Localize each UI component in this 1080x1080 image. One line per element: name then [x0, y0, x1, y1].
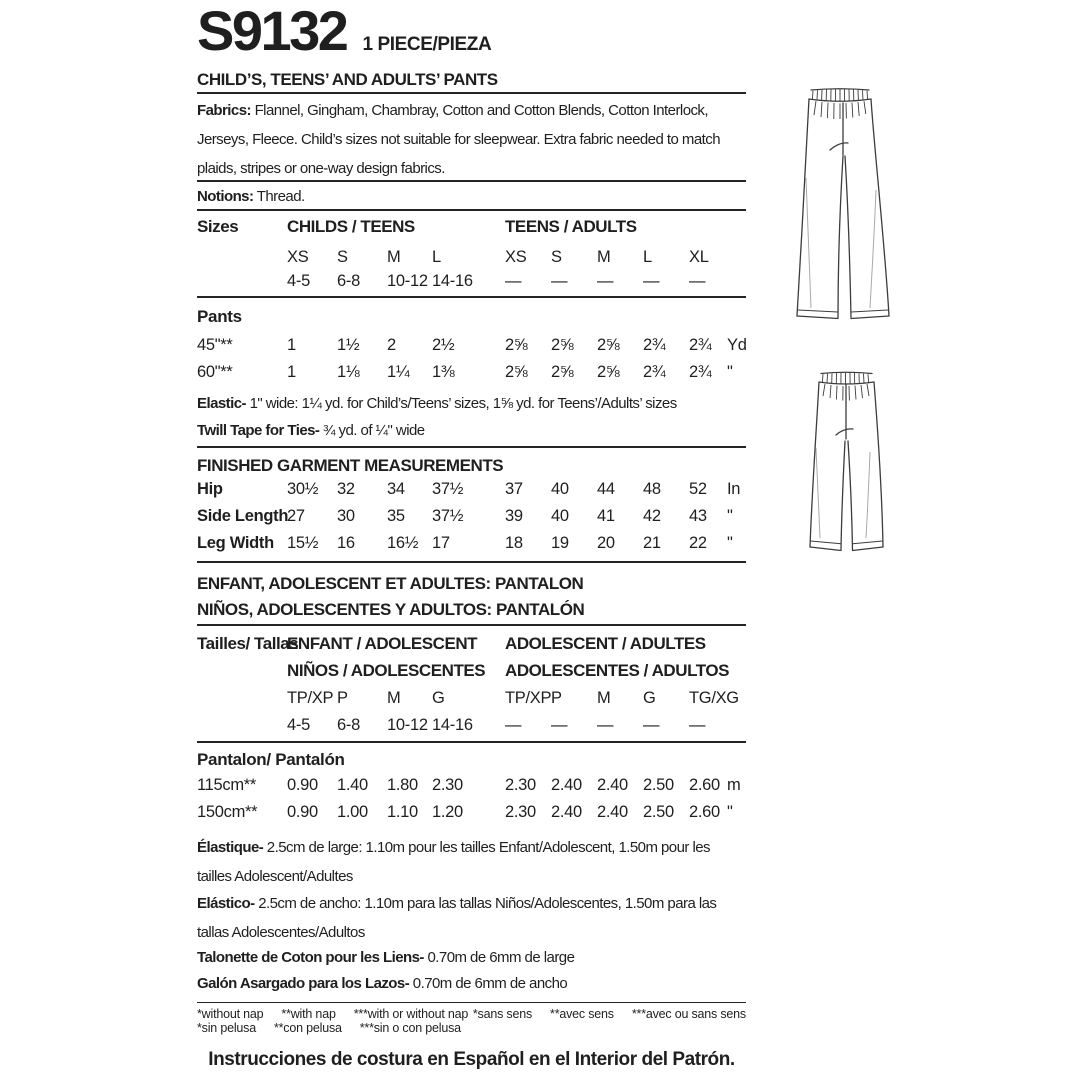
table-cell: S: [337, 248, 348, 266]
table-cell: M: [387, 689, 401, 707]
table-cell: 2⅝: [597, 363, 620, 381]
table-cell: 22: [689, 534, 707, 552]
pants-front-illustration: [795, 86, 890, 328]
table-cell: TP/XP: [505, 689, 552, 707]
group-adolescentes-adultos: ADOLESCENTES / ADULTOS: [505, 661, 730, 680]
table-cell: 2½: [432, 336, 455, 354]
group-adolescent-adultes: ADOLESCENT / ADULTES: [505, 634, 706, 653]
table-cell: 37: [505, 480, 523, 498]
table-cell: 2: [387, 336, 396, 354]
table-cell: 0.90: [287, 776, 318, 794]
table-cell: L: [432, 248, 441, 266]
table-cell: —: [689, 272, 706, 290]
table-cell: 1: [287, 363, 296, 381]
table-row: [197, 363, 746, 390]
table-cell: 1.00: [337, 803, 368, 821]
notions-note: Notions: Thread.: [197, 188, 305, 205]
finished-measurements-table: [197, 480, 746, 561]
pantalon-section-label: Pantalon/ Pantalón: [197, 750, 345, 769]
table-cell: 2.40: [597, 776, 628, 794]
table-cell: 20: [597, 534, 615, 552]
table-cell: 2.40: [551, 803, 582, 821]
intl-header-es: [197, 661, 746, 681]
table-cell: 44: [597, 480, 615, 498]
elastique-label: Élastique-: [197, 839, 264, 856]
table-cell: G: [643, 689, 656, 707]
divider: [197, 561, 746, 563]
table-row: [197, 689, 746, 716]
table-cell: 2⅝: [597, 336, 620, 354]
table-cell: 2⅝: [551, 363, 574, 381]
galon-label: Galón Asargado para los Lazos-: [197, 975, 410, 992]
divider: [197, 446, 746, 448]
twill-tape-note: Twill Tape for Ties- ¾ yd. of ¼" wide: [197, 422, 425, 439]
table-cell: ": [727, 803, 733, 821]
table-cell: 2.40: [551, 776, 582, 794]
elastico-note: Elástico- 2.5cm de ancho: 1.10m para las tallas Niños/Adolescentes, 1.50m para las tallas Adolescentes/Adultos: [197, 895, 717, 941]
footnotes-fr: [473, 1007, 746, 1021]
footnote-item: ***avec ou sans sens: [631, 1007, 746, 1021]
table-row: [197, 248, 746, 275]
table-cell: —: [643, 716, 660, 734]
galon-note: Galón Asargado para los Lazos- 0.70m de 6mm de ancho: [197, 975, 568, 992]
group-enfant-adolescent: ENFANT / ADOLESCENT: [287, 634, 478, 653]
table-cell: 21: [643, 534, 661, 552]
pants-back-illustration: [806, 370, 885, 559]
table-cell: 10-12: [387, 716, 428, 734]
table-cell: 2⅝: [505, 363, 528, 381]
size-letters-row-intl: [197, 689, 746, 716]
table-cell: —: [597, 716, 614, 734]
divider: [197, 624, 746, 626]
notions-label: Notions:: [197, 188, 254, 205]
title-en: CHILD’S, TEENS’ AND ADULTS’ PANTS: [197, 70, 498, 89]
table-cell: 2.30: [505, 803, 536, 821]
table-cell: —: [505, 272, 522, 290]
table-cell: 39: [505, 507, 523, 525]
table-cell: M: [387, 248, 401, 266]
table-cell: —: [597, 272, 614, 290]
table-cell: P: [551, 689, 562, 707]
table-row: [197, 716, 746, 743]
table-cell: 150cm**: [197, 803, 258, 821]
size-numbers-row-intl: [197, 716, 746, 743]
table-row: [197, 336, 746, 363]
table-cell: 37½: [432, 507, 464, 525]
table-cell: XS: [287, 248, 309, 266]
table-cell: 2¾: [643, 363, 666, 381]
table-cell: 6-8: [337, 272, 360, 290]
footnote-item: *sans sens: [472, 1007, 533, 1021]
elastico-label: Elástico-: [197, 895, 255, 912]
pattern-number: S9132: [197, 0, 347, 62]
table-cell: 32: [337, 480, 355, 498]
table-cell: 2.40: [597, 803, 628, 821]
divider: [197, 1002, 746, 1003]
sizes-header-en: [197, 217, 746, 237]
table-cell: 45"**: [197, 336, 233, 354]
table-cell: 1⅜: [432, 363, 455, 381]
table-cell: 2¾: [643, 336, 666, 354]
table-cell: 15½: [287, 534, 319, 552]
table-row: [197, 507, 746, 534]
footnote-item: ***sin o con pelusa: [359, 1021, 461, 1035]
table-cell: —: [551, 716, 568, 734]
table-cell: 41: [597, 507, 615, 525]
size-numbers-row-en: [197, 272, 746, 299]
table-cell: 1¼: [387, 363, 410, 381]
divider: [197, 296, 746, 298]
table-cell: Side Length: [197, 507, 289, 525]
table-cell: XL: [689, 248, 709, 266]
group-ninos-adolescentes: NIÑOS / ADOLESCENTES: [287, 661, 486, 680]
table-cell: 2.60: [689, 776, 720, 794]
table-cell: 2.50: [643, 776, 674, 794]
footnotes-en: [197, 1007, 468, 1021]
divider: [197, 180, 746, 182]
elastic-note: Elastic- 1" wide: 1¼ yd. for Child’s/Teens’ sizes, 1⅝ yd. for Teens’/Adults’ sizes: [197, 395, 677, 412]
footnotes: [197, 1007, 746, 1039]
table-row: [197, 803, 746, 830]
divider: [197, 92, 746, 94]
table-cell: 1.10: [387, 803, 418, 821]
table-cell: In: [727, 480, 741, 498]
table-cell: 1⅛: [337, 363, 360, 381]
table-cell: ": [727, 363, 733, 381]
table-cell: 16½: [387, 534, 419, 552]
table-cell: 2.60: [689, 803, 720, 821]
table-cell: Hip: [197, 480, 223, 498]
table-row: [197, 272, 746, 299]
table-cell: ": [727, 534, 733, 552]
table-cell: 1½: [337, 336, 360, 354]
table-cell: 30: [337, 507, 355, 525]
footnote-item: *without nap: [197, 1007, 264, 1021]
table-cell: 42: [643, 507, 661, 525]
group-childs-teens: CHILDS / TEENS: [287, 217, 415, 236]
table-cell: 2.50: [643, 803, 674, 821]
footnote-item: ***with or without nap: [353, 1007, 469, 1021]
size-letters-row-en: [197, 248, 746, 275]
table-row: [197, 776, 746, 803]
fabrics-note: Fabrics: Flannel, Gingham, Chambray, Cotton and Cotton Blends, Cotton Interlock, Jerseys, Fleece. Child’s sizes not suitable for sleepwear. Extra fabric needed to match plaids, stripes or one-way design fabrics.: [197, 102, 720, 177]
twill-tape-label: Twill Tape for Ties-: [197, 422, 320, 439]
table-cell: S: [551, 248, 562, 266]
title-fr: ENFANT, ADOLESCENT ET ADULTES: PANTALON: [197, 574, 584, 593]
piece-count: 1 PIECE/PIEZA: [362, 34, 492, 55]
table-cell: 14-16: [432, 272, 473, 290]
divider: [197, 741, 746, 743]
table-cell: 2¾: [689, 363, 712, 381]
footnote-item: **con pelusa: [273, 1021, 342, 1035]
table-cell: L: [643, 248, 652, 266]
table-row: [197, 534, 746, 561]
fabrics-label: Fabrics:: [197, 102, 251, 119]
table-cell: 16: [337, 534, 355, 552]
elastic-label: Elastic-: [197, 395, 246, 412]
table-cell: 30½: [287, 480, 319, 498]
table-cell: 17: [432, 534, 450, 552]
table-cell: 48: [643, 480, 661, 498]
table-cell: 2⅝: [551, 336, 574, 354]
table-cell: 60"**: [197, 363, 233, 381]
finished-measurements-heading: FINISHED GARMENT MEASUREMENTS: [197, 456, 504, 475]
table-cell: G: [432, 689, 445, 707]
masthead: [197, 2, 746, 60]
tailles-tallas-label: Tailles/ Tallas: [197, 634, 299, 653]
table-cell: Yd: [727, 336, 747, 354]
table-cell: 2.30: [505, 776, 536, 794]
elastique-note: Élastique- 2.5cm de large: 1.10m pour les tailles Enfant/Adolescent, 1.50m pour les tailles Adolescent/Adultes: [197, 839, 710, 885]
divider: [197, 209, 746, 211]
table-cell: 0.90: [287, 803, 318, 821]
table-cell: P: [337, 689, 348, 707]
table-cell: 2⅝: [505, 336, 528, 354]
table-cell: 1: [287, 336, 296, 354]
table-cell: 115cm**: [197, 776, 257, 794]
table-cell: 27: [287, 507, 305, 525]
table-cell: 10-12: [387, 272, 428, 290]
table-cell: 18: [505, 534, 523, 552]
table-cell: 1.40: [337, 776, 368, 794]
footnote-item: **with nap: [281, 1007, 336, 1021]
table-cell: —: [689, 716, 706, 734]
table-cell: 52: [689, 480, 707, 498]
table-cell: 35: [387, 507, 405, 525]
table-cell: 1.20: [432, 803, 463, 821]
table-cell: 19: [551, 534, 569, 552]
talonette-label: Talonette de Coton pour les Liens-: [197, 949, 424, 966]
table-cell: ": [727, 507, 733, 525]
pants-section-label: Pants: [197, 307, 242, 326]
table-cell: Leg Width: [197, 534, 274, 552]
table-cell: 4-5: [287, 272, 310, 290]
sizes-row-label: Sizes: [197, 217, 239, 236]
table-row: [197, 480, 746, 507]
pantalon-metrage-table: [197, 776, 746, 830]
table-cell: 40: [551, 507, 569, 525]
table-cell: —: [643, 272, 660, 290]
table-cell: 43: [689, 507, 707, 525]
table-cell: 2¾: [689, 336, 712, 354]
table-cell: 37½: [432, 480, 464, 498]
footnotes-es: [197, 1021, 461, 1035]
talonette-note: Talonette de Coton pour les Liens- 0.70m de 6mm de large: [197, 949, 575, 966]
table-cell: 1.80: [387, 776, 418, 794]
table-cell: M: [597, 689, 611, 707]
table-cell: TG/XG: [689, 689, 739, 707]
table-cell: 34: [387, 480, 405, 498]
table-cell: 6-8: [337, 716, 360, 734]
intl-header-fr: [197, 634, 746, 654]
table-cell: 4-5: [287, 716, 310, 734]
table-cell: m: [727, 776, 741, 794]
footnote-item: *sin pelusa: [197, 1021, 256, 1035]
table-cell: —: [551, 272, 568, 290]
footnote-item: **avec sens: [550, 1007, 614, 1021]
table-cell: TP/XP: [287, 689, 334, 707]
table-cell: —: [505, 716, 522, 734]
group-teens-adults: TEENS / ADULTS: [505, 217, 637, 236]
table-cell: 2.30: [432, 776, 463, 794]
footer-note: Instrucciones de costura en Español en el Interior del Patrón.: [208, 1049, 735, 1070]
pants-yardage-table-en: [197, 336, 746, 390]
table-cell: 40: [551, 480, 569, 498]
table-cell: M: [597, 248, 611, 266]
title-es: NIÑOS, ADOLESCENTES Y ADULTOS: PANTALÓN: [197, 600, 585, 619]
table-cell: 14-16: [432, 716, 473, 734]
table-cell: XS: [505, 248, 527, 266]
